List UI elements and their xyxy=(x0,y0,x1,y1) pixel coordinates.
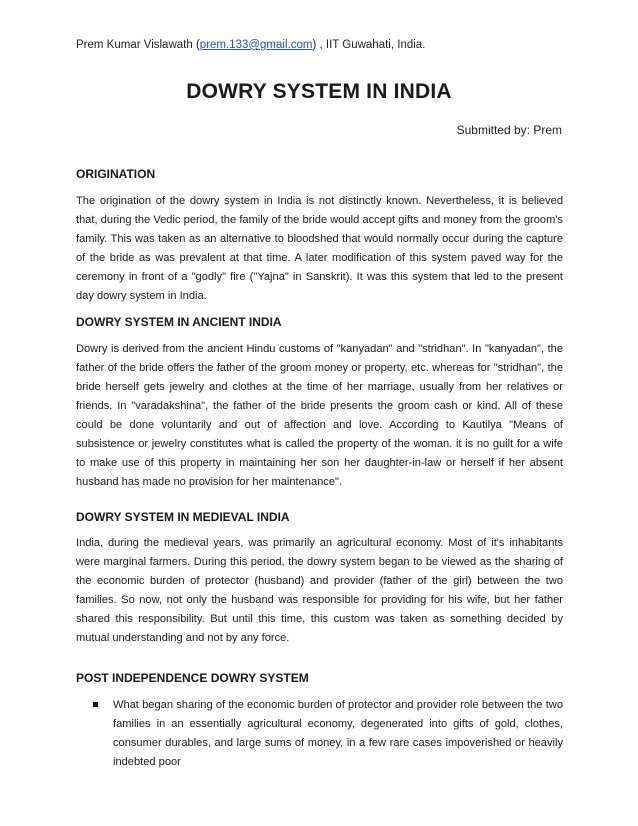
square-bullet-icon xyxy=(93,702,98,707)
header-affiliation: ) , IIT Guwahati, India. xyxy=(312,39,426,51)
section-heading-origination: ORIGINATION xyxy=(76,167,156,181)
section-heading-ancient-india: DOWRY SYSTEM IN ANCIENT INDIA xyxy=(76,315,282,329)
bullet-list xyxy=(76,696,563,772)
section-heading-post-independence: POST INDEPENDENCE DOWRY SYSTEM xyxy=(76,671,309,685)
section-body-origination: The origination of the dowry system in India is not distinctly known. Nevertheless, it is believed that, during the Vedic period, the family of the bride would accept gifts and money from the groom's family. This was taken as an alternative to bloodshed that would normally occur during the capture of the bride as was prevalent at that time. A later modification of this system paved way for the ceremony in front of a "godly" fire ("Yajna" in Sanskrit). It was this system that led to the present day dowry system in India. xyxy=(76,195,563,302)
bullet-item: What began sharing of the economic burden of protector and provider role between the two families in an essentially agricultural economy, degenerated into gifts of gold, clothes, consumer durables, and large sums of money, in a few rare cases impoverished or heavily indebted poor xyxy=(113,699,563,768)
header-author: Prem Kumar Vislawath ( xyxy=(76,39,200,51)
page-header xyxy=(76,39,425,51)
section-body-ancient-india: Dowry is derived from the ancient Hindu customs of "kanyadan" and "stridhan". In "kanyadan", the father of the bride offers the father of the groom money or property, etc. whereas for "stridhan", the bride herself gets jewelry and clothes at the time of her marriage, usually from her relatives or friends. In "varadakshina", the father of the bride presents the groom cash or kind. All of these could be done voluntarily and out of affection and love. According to Kautilya "Means of subsistence or jewelry constitutes what is called the property of the woman. it is no guilt for a wife to make use of this property in maintaining her son her daughter-in-law or herself if her absent husband has made no provision for her maintenance". xyxy=(76,343,563,488)
document-title: DOWRY SYSTEM IN INDIA xyxy=(186,80,452,103)
submitted-by: Submitted by: Prem xyxy=(456,123,562,137)
section-heading-medieval-india: DOWRY SYSTEM IN MEDIEVAL INDIA xyxy=(76,510,290,524)
email-link[interactable]: prem.133@gmail.com xyxy=(199,39,313,51)
section-body-medieval-india: India, during the medieval years, was primarily an agricultural economy. Most of it's inhabitants were marginal farmers. During this period, the dowry system began to be viewed as the sharing of the economic burden of protector (husband) and provider (father of the girl) between the two families. So now, not only the husband was responsible for providing for his wife, but her father shared this responsibility. But until this time, this custom was taken as something decided by mutual understanding and not by any force. xyxy=(76,537,563,644)
